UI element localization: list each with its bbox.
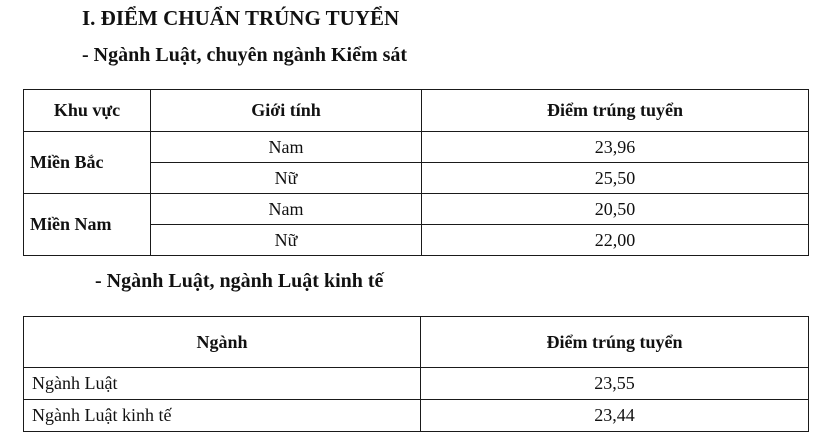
table-row [24, 400, 809, 432]
major-cell: Ngành Luật [24, 368, 421, 400]
score-cell: 22,00 [422, 225, 809, 256]
score-cell: 23,44 [421, 400, 809, 432]
score-table-kiem-sat [23, 89, 809, 256]
column-header-score: Điểm trúng tuyển [422, 90, 809, 132]
score-cell: 20,50 [422, 194, 809, 225]
section-title-luat-kinh-te: - Ngành Luật, ngành Luật kinh tế [95, 270, 384, 292]
region-cell: Miền Nam [24, 194, 151, 256]
table-header-row [24, 317, 809, 368]
gender-cell: Nam [151, 132, 422, 163]
table-header-row [24, 90, 809, 132]
gender-cell: Nữ [151, 225, 422, 256]
page-title: I. ĐIỂM CHUẨN TRÚNG TUYỂN [82, 6, 400, 30]
column-header-gender: Giới tính [151, 90, 422, 132]
column-header-major: Ngành [24, 317, 421, 368]
table-row [24, 368, 809, 400]
table-row [24, 132, 809, 163]
gender-cell: Nữ [151, 163, 422, 194]
score-cell: 23,96 [422, 132, 809, 163]
section-title-kiem-sat: - Ngành Luật, chuyên ngành Kiểm sát [82, 44, 408, 66]
score-cell: 23,55 [421, 368, 809, 400]
score-table-luat [23, 316, 809, 432]
column-header-score: Điểm trúng tuyển [421, 317, 809, 368]
score-cell: 25,50 [422, 163, 809, 194]
region-cell: Miền Bắc [24, 132, 151, 194]
major-cell: Ngành Luật kinh tế [24, 400, 421, 432]
table-row [24, 194, 809, 225]
column-header-region: Khu vực [24, 90, 151, 132]
gender-cell: Nam [151, 194, 422, 225]
